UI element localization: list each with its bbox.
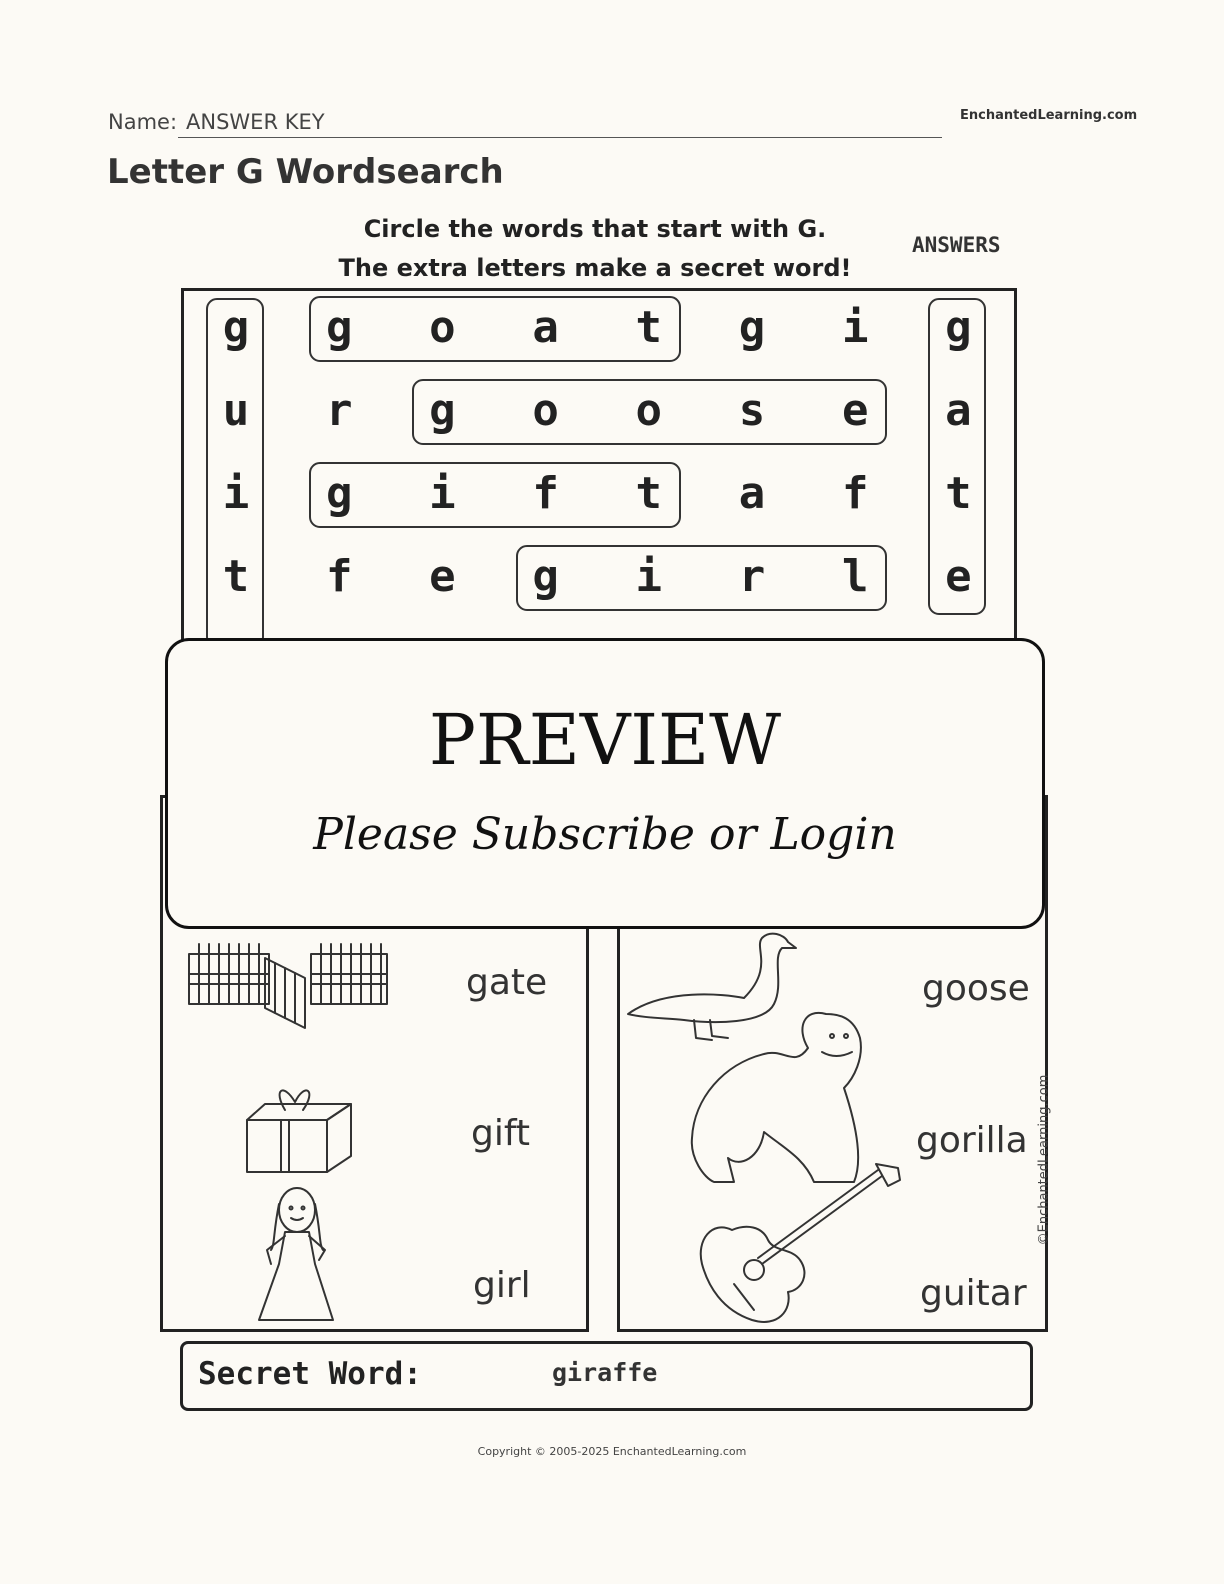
- grid-letter: g: [325, 302, 353, 353]
- word-label-girl: girl: [473, 1265, 531, 1306]
- grid-letter: e: [841, 385, 869, 436]
- answers-label: ANSWERS: [912, 233, 1001, 257]
- preview-title: PREVIEW: [428, 699, 782, 781]
- grid-letter: o: [532, 385, 559, 436]
- grid-letter: g: [429, 385, 456, 436]
- grid-letter: a: [532, 302, 559, 353]
- grid-letter: t: [635, 302, 663, 353]
- gate-picture: [185, 938, 395, 1033]
- side-credit: ©EnchantedLearning.com: [1036, 1074, 1052, 1246]
- page-title: Letter G Wordsearch: [107, 152, 504, 192]
- grid-letter: r: [738, 551, 766, 602]
- word-label-guitar: guitar: [920, 1273, 1027, 1314]
- grid-letter: i: [635, 551, 663, 602]
- girl-picture: [249, 1184, 344, 1326]
- word-label-gorilla: gorilla: [916, 1120, 1028, 1161]
- preview-overlay[interactable]: [165, 638, 1045, 929]
- preview-subscribe-login-link[interactable]: Please Subscribe or Login: [313, 809, 897, 860]
- grid-letter: i: [841, 302, 869, 353]
- grid-letter: r: [325, 385, 353, 436]
- site-brand: EnchantedLearning.com: [960, 108, 1138, 123]
- name-label: Name:: [108, 110, 178, 134]
- name-underline: [178, 137, 942, 138]
- word-label-gate: gate: [466, 962, 548, 1003]
- grid-letter: t: [222, 551, 250, 602]
- gift-picture: [243, 1080, 358, 1175]
- grid-letter: u: [222, 385, 250, 436]
- grid-letter: f: [841, 468, 869, 519]
- word-label-gift: gift: [471, 1113, 531, 1154]
- instructions-line-1: Circle the words that start with G.: [363, 215, 827, 243]
- grid-letter: f: [532, 468, 559, 519]
- word-label-goose: goose: [922, 968, 1030, 1009]
- grid-letter: i: [222, 468, 250, 519]
- secret-word-label: Secret Word:: [198, 1356, 422, 1392]
- name-value: ANSWER KEY: [186, 110, 325, 134]
- grid-letter: l: [841, 551, 869, 602]
- grid-letter: t: [635, 468, 663, 519]
- grid-letter: i: [429, 468, 456, 519]
- grid-letter: s: [738, 385, 766, 436]
- grid-letter: a: [738, 468, 766, 519]
- instructions-line-2: The extra letters make a secret word!: [338, 254, 852, 282]
- instructions: [240, 210, 950, 288]
- grid-letter: o: [635, 385, 663, 436]
- grid-letter: a: [945, 385, 972, 436]
- grid-letter: t: [945, 468, 972, 519]
- grid-letter: g: [738, 302, 766, 353]
- grid-letter: o: [429, 302, 456, 353]
- grid-letter: f: [325, 551, 353, 602]
- grid-letter: g: [945, 302, 972, 353]
- grid-letter: e: [429, 551, 456, 602]
- grid-letter: g: [222, 302, 250, 353]
- guitar-picture: [692, 1160, 907, 1335]
- secret-word-answer: giraffe: [552, 1358, 658, 1387]
- grid-letter: e: [945, 551, 972, 602]
- grid-letter: g: [325, 468, 353, 519]
- grid-letter: g: [532, 551, 559, 602]
- copyright: Copyright © 2005-2025 EnchantedLearning.com: [477, 1445, 747, 1458]
